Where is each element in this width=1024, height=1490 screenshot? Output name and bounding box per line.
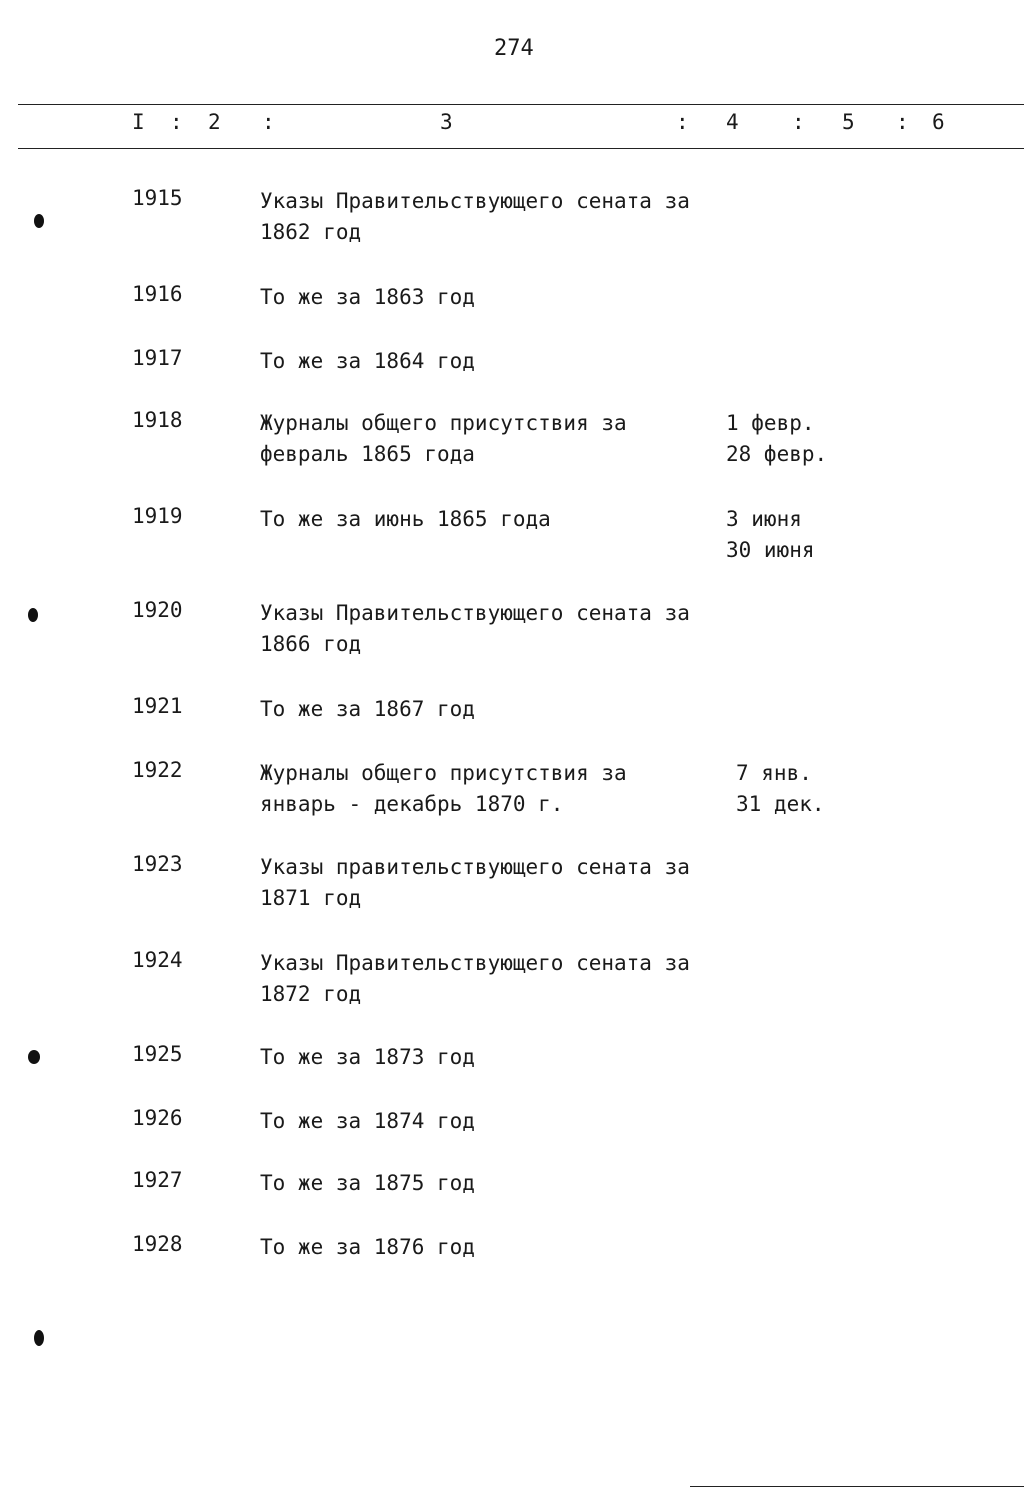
row-number: 1924 [132,948,183,972]
header-separator: : [262,110,275,134]
header-separator: : [896,110,909,134]
row-number: 1926 [132,1106,183,1130]
row-number: 1917 [132,346,183,370]
row-title: То же за 1876 год [260,1235,475,1259]
header-bottom-rule [18,148,1024,149]
row-dates: 1 февр. 28 февр. [726,411,828,466]
row-dates: 3 июня 30 июня [726,507,815,562]
row-number: 1918 [132,408,183,432]
row-number: 1919 [132,504,183,528]
row-title: То же за 1873 год [260,1045,475,1069]
page-number: 274 [494,36,534,61]
header-col-3: 3 [440,110,453,134]
row-number: 1923 [132,852,183,876]
row-title: То же за 1867 год [260,697,475,721]
row-title: Указы Правительствующего сената за 1862 год [260,189,690,244]
row-number: 1915 [132,186,183,210]
row-number: 1916 [132,282,183,306]
header-separator: : [792,110,805,134]
scan-dot [34,214,44,228]
header-separator: : [676,110,689,134]
row-title: Журналы общего присутствия за январь - декабрь 1870 г. [260,761,627,816]
scan-dot [34,1330,44,1346]
scan-dot [28,1050,40,1064]
header-separator: : [170,110,183,134]
row-title: То же за 1875 год [260,1171,475,1195]
header-col-4: 4 [726,110,739,134]
row-number: 1920 [132,598,183,622]
row-number: 1922 [132,758,183,782]
row-number: 1928 [132,1232,183,1256]
header-col-2: 2 [208,110,221,134]
header-col-5: 5 [842,110,855,134]
row-title: Указы Правительствующего сената за 1872 год [260,951,690,1006]
row-dates: 7 янв. 31 дек. [736,761,825,816]
row-title: То же за 1863 год [260,285,475,309]
header-col-1: I [132,110,145,134]
row-title: Журналы общего присутствия за февраль 1865 года [260,411,627,466]
row-title: Указы правительствующего сената за 1871 год [260,855,690,910]
scan-dot [28,608,38,622]
row-title: Указы Правительствующего сената за 1866 год [260,601,690,656]
row-number: 1921 [132,694,183,718]
row-title: То же за июнь 1865 года [260,507,551,531]
header-col-6: 6 [932,110,945,134]
row-title: То же за 1864 год [260,349,475,373]
header-top-rule [18,104,1024,105]
row-number: 1925 [132,1042,183,1066]
footer-rule [690,1486,1024,1487]
row-number: 1927 [132,1168,183,1192]
row-title: То же за 1874 год [260,1109,475,1133]
